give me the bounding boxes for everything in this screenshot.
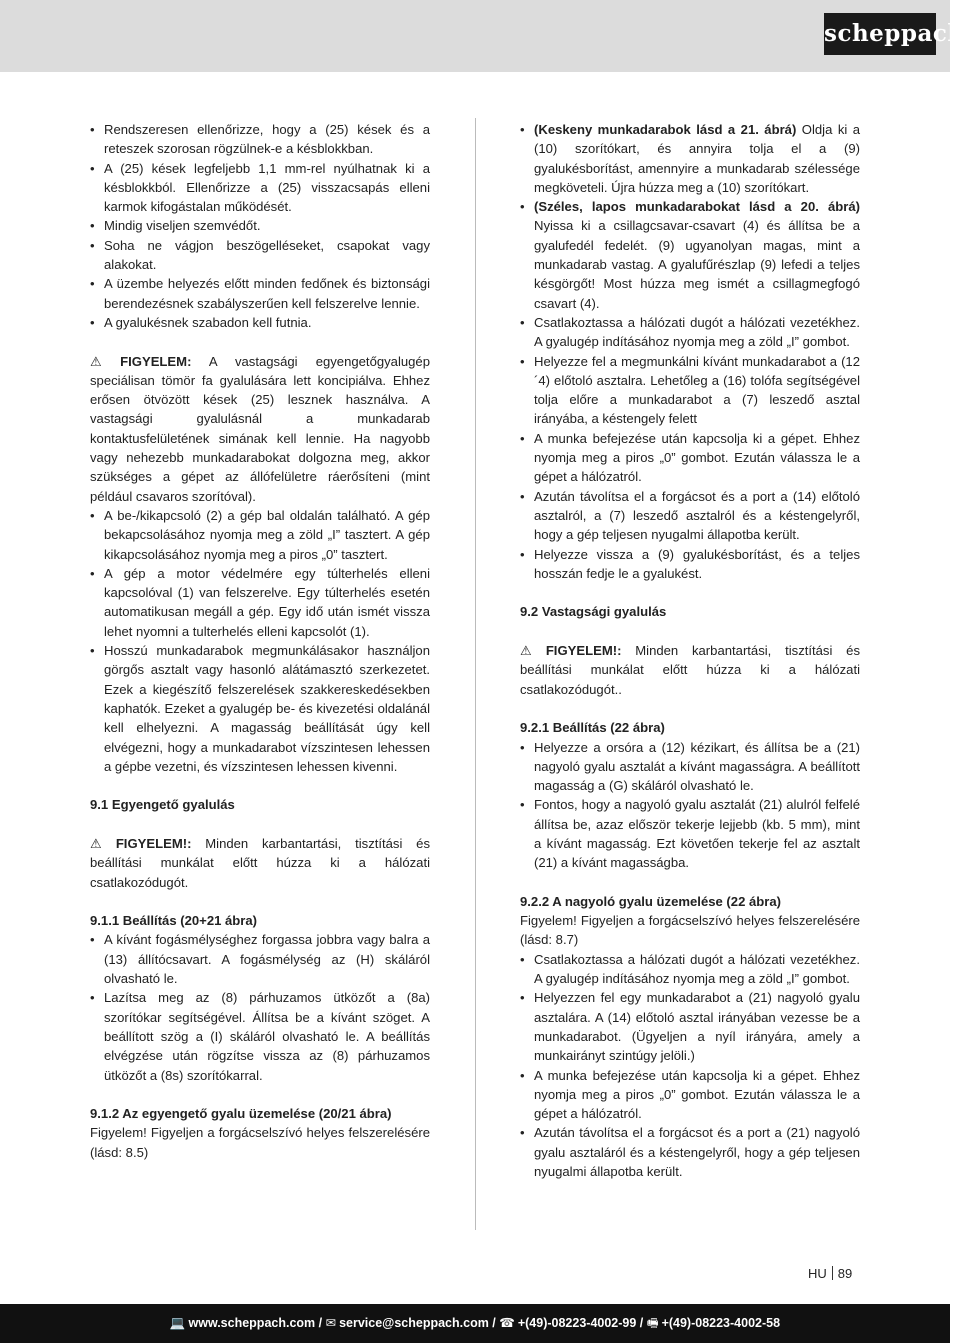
safety-list (90, 120, 430, 332)
list-item: • A üzembe helyezés előtt minden fedőnek és biztonsági berendezésnek szabályszerűen kell felszerelve lennie. (90, 274, 430, 313)
subsection-heading: 9.1.2 Az egyengető gyalu üzemelése (20/21 ábra) (90, 1106, 392, 1122)
warning-icon: ⚠ (90, 353, 117, 369)
section-heading: 9.2 Vastagsági gyalulás (520, 604, 667, 620)
list-item: • A gyalukésnek szabadon kell futnia. (90, 313, 430, 332)
footer-bar: 💻 www.scheppach.com / ✉ service@scheppach.com / ☎ +(49)-08223-4002-99 / 🖷 +(49)-08223-4002-58 (0, 1304, 950, 1343)
list-item: • Hosszú munkadarabok megmunkálásakor használjon görgős asztalt vagy hasonló alátámasztó szerkezetet. Ezek a kiegészítő felszerelések szakkereskedésekben kaphatók. Ezeket a gyalugép be- és kivezetési oldalánál kell elhelyezni. A magasság beállítását úgy kell elvégezni, hogy a munkadarabot vízszintesen lehessen a gépbe vezetni, és vízszintesen lehessen kivenni. (90, 641, 430, 776)
paragraph: Figyelem! Figyeljen a forgácselszívó helyes felszerelésére (lásd: 8.5) (90, 1125, 430, 1160)
list-item: • Rendszeresen ellenőrizze, hogy a (25) kések és a reteszek szorosan rögzülnek-e a késblokkban. (90, 120, 430, 159)
list-item: • Helyezze vissza a (9) gyalukésborítást, és a teljes hosszán fedje le a gyalukést. (520, 545, 860, 584)
warning-icon: ⚠ (520, 643, 542, 659)
list-item: • Azután távolítsa el a forgácsot és a port a (14) előtoló asztalról, a (7) leszedő asztalról és a késtengelyről, hogy a gép teljesen nyugalmi állapotba került. (520, 487, 860, 545)
list-item: • A gép a motor védelmére egy túlterhelés elleni kapcsolóval (1) van felszerelve. Egy túlterhelés esetén automatikusan megáll a gép. Egy idő után ismét vissza lehet nyomni a tulterhelés elleni kapcsolót (1). (90, 564, 430, 641)
column-divider (475, 118, 476, 1230)
section-heading: 9.1 Egyengető gyalulás (90, 797, 235, 813)
operation-list (90, 506, 430, 776)
list-item: • A munka befejezése után kapcsolja ki a gépet. Ehhez nyomja meg a piros „0” gombot. Ezután válassza le a gépet a hálózatról. (520, 429, 860, 487)
subsection-heading: 9.2.2 A nagyoló gyalu üzemelése (22 ábra) (520, 893, 782, 909)
list-item: • Helyezze a orsóra a (12) kézikart, és állítsa be a (21) nagyoló gyalu asztalát a kívánt magasságra. A beállított magasság a (G) skáláról olvasható le. (520, 738, 860, 796)
list-item: • Helyezze fel a megmunkálni kívánt munkadarabot a (12´4) előtoló asztalra. Lehetőleg a (16) tolófa segítségével tolja előre a munkadarabot a (7) leszedő asztal irányába, a késtengely felett (520, 352, 860, 429)
paragraph: Figyelem! Figyeljen a forgácselszívó helyes felszerelésére (lásd: 8.7) (520, 913, 860, 948)
settings-list (90, 930, 430, 1084)
list-item: • Azután távolítsa el a forgácsot és a port a (21) nagyoló gyalu asztaláról és a késtengelyről, hogy a gép teljesen nyugalmi állapotba került. (520, 1123, 860, 1181)
list-item: • Csatlakoztassa a hálózati dugót a hálózati vezetékhez. A gyalugép indításához nyomja meg a zöld „I” gombot. (520, 950, 860, 989)
footer-web[interactable]: www.scheppach.com (188, 1316, 316, 1330)
warning-paragraph: ⚠ FIGYELEM!: Minden karbantartási, tisztítási és beállítási munkálat előtt húzza ki a hálózati csatlakozódugót. (90, 835, 431, 890)
list-item: • A kívánt fogásmélységhez forgassa jobbra vagy balra a (13) állítócsavart. A fogásmélység az (H) skáláról olvasható le. (90, 930, 430, 988)
list-item: • Lazítsa meg az (8) párhuzamos ütközőt a (8a) szorítókar segítségével. Állítsa be a kívánt szöget. A beállított szög a (I) skáláról olvasható le. A beállítás elvégzése után rögzítse vissza az (8) párhuzamos ütközőt a (8s) szorítókarral. (90, 988, 430, 1084)
right-column (520, 120, 860, 1181)
fax-icon: 🖷 (646, 1316, 659, 1330)
list-item: • Mindig viseljen szemvédőt. (90, 216, 430, 235)
page-number: HU 89 (808, 1266, 853, 1281)
footer-email[interactable]: service@scheppach.com (339, 1316, 489, 1330)
list-item: • Fontos, hogy a nagyoló gyalu asztalát (21) alulról felfelé állítsa be, azaz először tekerje lejjebb (kb. 5 mm), mint a kívánt magasság. Ezt követően tekerje fel az asztalt (21) a kívánt magasságba. (520, 795, 860, 872)
list-item: • Helyezzen fel egy munkadarabot a (21) nagyoló gyalu asztalára. A (14) előtoló asztal irányában vezesse be a munkadarabot. (Ügyeljen a nyíl irányára, amely a munkairányt szintúgy jelöli.) (520, 988, 860, 1065)
warning-paragraph: ⚠ FIGYELEM: A vastagsági egyengetőgyalugép speciálisan tömör fa gyalulására lett koncipiálva. Ehhez erősen ötvözött kések (25) lesznek használva. A vastagsági gyalulásnál a munkadarab kontaktusfelületének simának kell lennie. Ha nagyobb vagy nehezebb munkadarabokat dolgozna meg, akkor szükséges a gépet az állófelületre ráerősíteni (mint például csavaros szorítóval). (90, 353, 430, 504)
warning-icon: ⚠ (90, 835, 112, 851)
list-item: • (Keskeny munkadarabok lásd a 21. ábrá) Oldja ki a (10) szorítókart, és annyira tolja el a (9) gyalukésborítást, amennyire a munkadarab szélessége megköveteli. Újra húzza meg a (10) szorítókart. (520, 120, 860, 197)
list-item: • A (25) kések legfeljebb 1,1 mm-rel nyúlhatnak ki a késblokkból. Ellenőrizze a (25) visszacsapás elleni karmok kifogástalan működését. (90, 159, 430, 217)
phone-icon: ☎ (499, 1316, 515, 1330)
procedure-list (520, 120, 860, 583)
list-item: • A be-/kikapcsoló (2) a gép bal oldalán található. A gép bekapcsolásához nyomja meg a zöld „I” tasztert. A gép kikapcsolásához nyomja meg a piros „0” tasztert. (90, 506, 430, 564)
list-item: • Csatlakoztassa a hálózati dugót a hálózati vezetékhez. A gyalugép indításához nyomja meg a zöld „I” gombot. (520, 313, 860, 352)
operation-list (520, 950, 860, 1182)
scheppach-logo: scheppach (824, 13, 936, 55)
warning-paragraph: ⚠ FIGYELEM!: Minden karbantartási, tisztítási és beállítási munkálat előtt húzza ki a hálózati csatlakozódugót.. (520, 643, 861, 697)
list-item: • Soha ne vágjon beszögelléseket, csapokat vagy alakokat. (90, 236, 430, 275)
subsection-heading: 9.1.1 Beállítás (20+21 ábra) (90, 913, 258, 929)
list-item: • (Széles, lapos munkadarabokat lásd a 20. ábrá) Nyissa ki a csillagcsavar-csavart (4) és állítsa be a gyalufedél fedelét. (9) ugyanolyan magas, mint a munkadarab vastag. A gyalufűrészlap (9) lefedi a teljes késgörgőt! Most húzza meg ismét a csillagmegfogó csavart (4). (520, 197, 860, 313)
footer-phone: +(49)-08223-4002-99 (517, 1316, 637, 1330)
computer-icon: 💻 (169, 1316, 186, 1330)
left-column (90, 120, 430, 1162)
email-icon: ✉ (325, 1316, 337, 1330)
footer-fax: +(49)-08223-4002-58 (661, 1316, 781, 1330)
subsection-heading: 9.2.1 Beállítás (22 ábra) (520, 720, 665, 736)
header-bar (0, 0, 965, 72)
settings-list (520, 738, 860, 873)
list-item: • A munka befejezése után kapcsolja ki a gépet. Ehhez nyomja meg a piros „0” gombot. Ezután válassza le a gépet a hálózatról. (520, 1066, 860, 1124)
